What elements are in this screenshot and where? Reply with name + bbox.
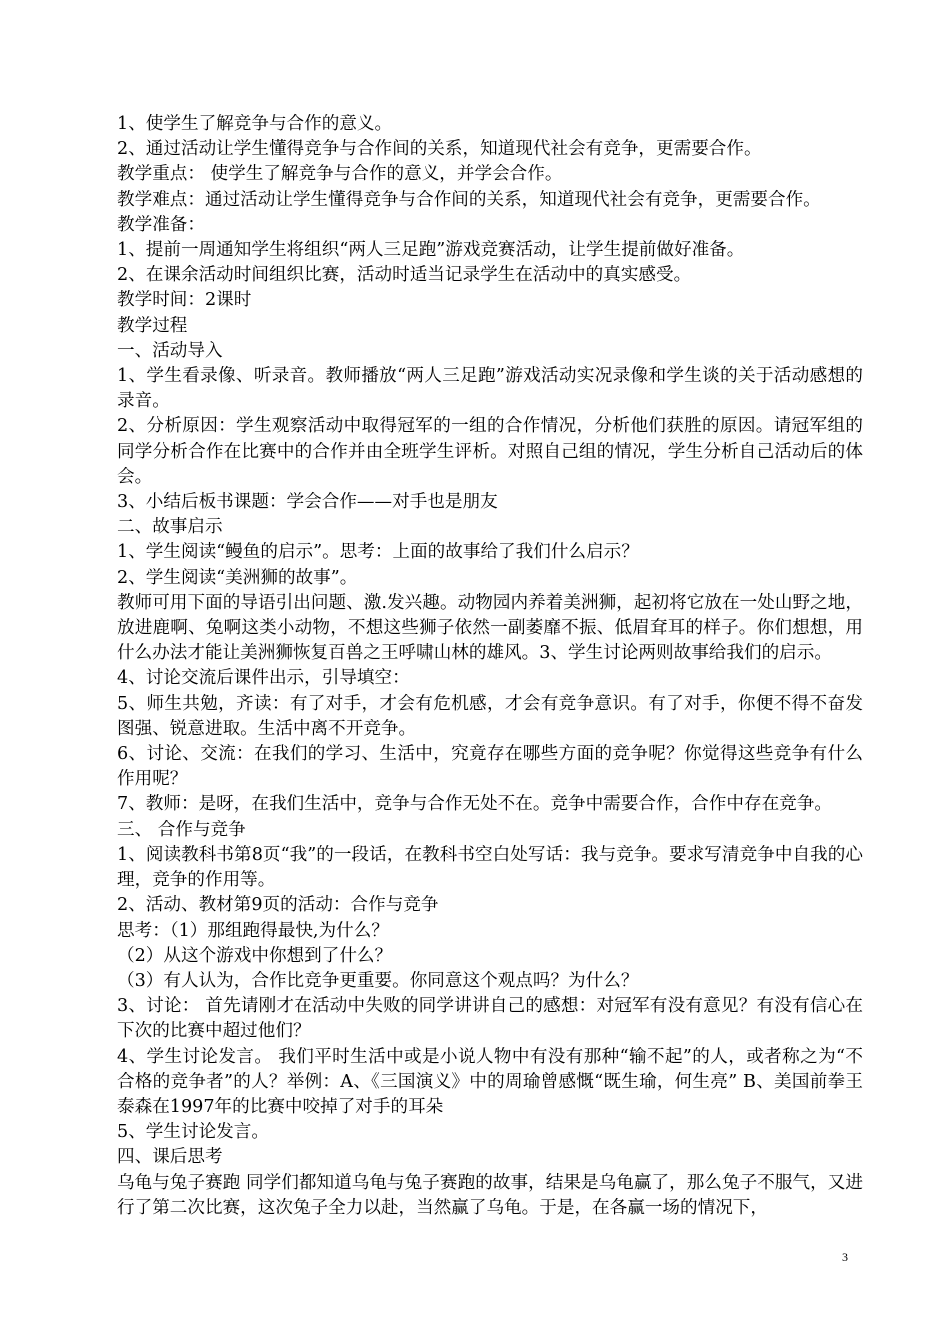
section-heading-4: 四、课后思考 <box>117 1147 223 1168</box>
section-heading-2: 二、故事启示 <box>117 517 223 538</box>
section-heading-3: 三、 合作与竞争 <box>117 819 246 840</box>
document-body <box>117 112 863 1221</box>
section-3-item-2: 2、活动、教材第9页的活动：合作与竞争 <box>117 895 439 916</box>
objective-2: 2、通过活动让学生懂得竞争与合作间的关系，知道现代社会有竞争，更需要合作。 <box>117 139 762 160</box>
section-3-question-1: 思考：（1）那组跑得最快,为什么？ <box>117 920 389 941</box>
section-3-question-3: （3）有人认为，合作比竞争更重要。你同意这个观点吗？为什么？ <box>117 970 639 991</box>
section-1-item-1: 1、学生看录像、听录音。教师播放“两人三足跑”游戏活动实况录像和学生谈的关于活动感想的录音。 <box>117 366 863 412</box>
section-2-item-6: 6、讨论、交流：在我们的学习、生活中，究竟存在哪些方面的竞争呢？你觉得这些竞争有什么作用呢？ <box>117 744 863 790</box>
section-2-item-7: 7、教师：是呀，在我们生活中，竞争与合作无处不在。竞争中需要合作，合作中存在竞争。 <box>117 794 832 815</box>
teaching-focus: 教学重点： 使学生了解竞争与合作的意义，并学会合作。 <box>117 164 563 185</box>
section-2-item-4: 4、讨论交流后课件出示，引导填空： <box>117 668 410 689</box>
section-4-story-text: 乌龟与兔子赛跑 同学们都知道乌龟与兔子赛跑的故事，结果是乌龟赢了，那么兔子不服气，又进行了第二次比赛，这次兔子全力以赴，当然赢了乌龟。于是，在各赢一场的情况下， <box>117 1172 863 1218</box>
section-2-story-text: 教师可用下面的导语引出问题、激.发兴趣。动物园内养着美洲狮，起初将它放在一处山野之地，放进鹿啊、兔啊这类小动物，不想这些狮子依然一副萎靡不振、低眉耷耳的样子。你们想想，用什么办法才能让美洲狮恢复百兽之王呼啸山林的雄风。3、学生讨论两则故事给我们的启示。 <box>117 592 863 664</box>
section-heading-1: 一、活动导入 <box>117 340 223 361</box>
section-3-item-5: 5、学生讨论发言。 <box>117 1122 269 1143</box>
teaching-difficulty: 教学难点：通过活动让学生懂得竞争与合作间的关系，知道现代社会有竞争，更需要合作。 <box>117 189 821 210</box>
preparation-heading: 教学准备： <box>117 214 205 235</box>
section-3-item-1: 1、阅读教科书第8页“我”的一段话，在教科书空白处写话：我与竞争。要求写清竞争中自我的心理，竞争的作用等。 <box>117 844 863 891</box>
section-3-question-2: （2）从这个游戏中你想到了什么？ <box>117 945 393 966</box>
objective-1: 1、使学生了解竞争与合作的意义。 <box>117 114 393 134</box>
section-3-item-3: 3、讨论： 首先请刚才在活动中失败的同学讲讲自己的感想：对冠军有没有意见？有没有信心在下次的比赛中超过他们？ <box>117 996 863 1042</box>
section-1-item-2: 2、分析原因：学生观察活动中取得冠军的一组的合作情况，分析他们获胜的原因。请冠军组的同学分析合作在比赛中的合作并由全班学生评析。对照自己组的情况，学生分析自己活动后的体会。 <box>117 416 863 487</box>
section-2-item-1: 1、学生阅读“鳗鱼的启示”。思考：上面的故事给了我们什么启示？ <box>117 542 639 563</box>
preparation-item-2: 2、在课余活动时间组织比赛，活动时适当记录学生在活动中的真实感受。 <box>117 265 692 286</box>
section-2-item-5: 5、师生共勉，齐读：有了对手，才会有危机感，才会有竞争意识。有了对手，你便不得不奋发图强、锐意进取。生活中离不开竞争。 <box>117 693 863 739</box>
preparation-item-1: 1、提前一周通知学生将组织“两人三足跑”游戏竞赛活动，让学生提前做好准备。 <box>117 240 745 261</box>
section-2-item-2: 2、学生阅读“美洲狮的故事”。 <box>117 567 358 588</box>
teaching-process-heading: 教学过程 <box>117 315 188 336</box>
section-3-item-4: 4、学生讨论发言。 我们平时生活中或是小说人物中有没有那种“输不起”的人，或者称之为“不合格的竞争者”的人？举例：A、《三国演义》中的周瑜曾感慨“既生瑜，何生亮” B、美国前拳王泰森在1997年的比赛中咬掉了对手的耳朵 <box>117 1046 863 1117</box>
section-1-item-3: 3、小结后板书课题：学会合作——对手也是朋友 <box>117 492 498 513</box>
teaching-time: 教学时间：2课时 <box>117 290 252 311</box>
page-number: 3 <box>842 1250 848 1264</box>
